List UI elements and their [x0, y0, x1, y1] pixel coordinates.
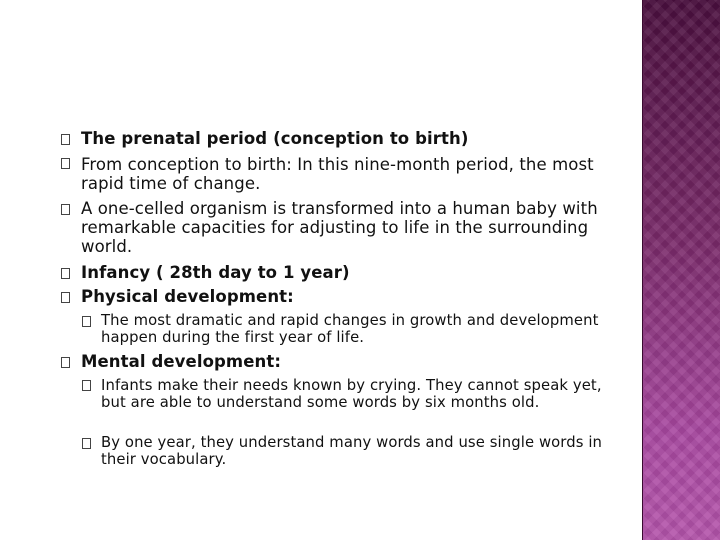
bullet-item: Physical development:: [81, 287, 294, 306]
sub-bullet-item: The most dramatic and rapid changes in growth and development happen during the first year of life.: [101, 312, 599, 346]
sub-bullet-item: By one year, they understand many words and use single words in their vocabulary.: [101, 434, 603, 468]
bullet-box-icon: [82, 316, 91, 327]
sub-bullet-item: Infants make their needs known by crying. They cannot speak yet, but are able to understand some words by six months old.: [101, 377, 602, 411]
bullet-box-icon: [61, 134, 70, 145]
bullet-box-icon: [61, 268, 70, 279]
bullet-box-icon: [61, 204, 70, 215]
bullet-item: Infancy ( 28th day to 1 year): [81, 263, 350, 282]
bullet-item: Mental development:: [81, 352, 282, 371]
bullet-item: The prenatal period (conception to birth): [81, 129, 469, 148]
bullet-box-icon: [61, 357, 70, 368]
bullet-box-icon: [82, 380, 91, 391]
decorative-side-bar: [642, 0, 720, 540]
bullet-item: A one-celled organism is transformed into a human baby with remarkable capacities for adjusting to life in the surrounding world.: [81, 199, 598, 256]
bullet-box-icon: [82, 438, 91, 449]
bullet-box-icon: [61, 158, 70, 169]
bullet-item: From conception to birth: In this nine-month period, the most rapid time of change.: [81, 155, 594, 193]
bullet-box-icon: [61, 292, 70, 303]
